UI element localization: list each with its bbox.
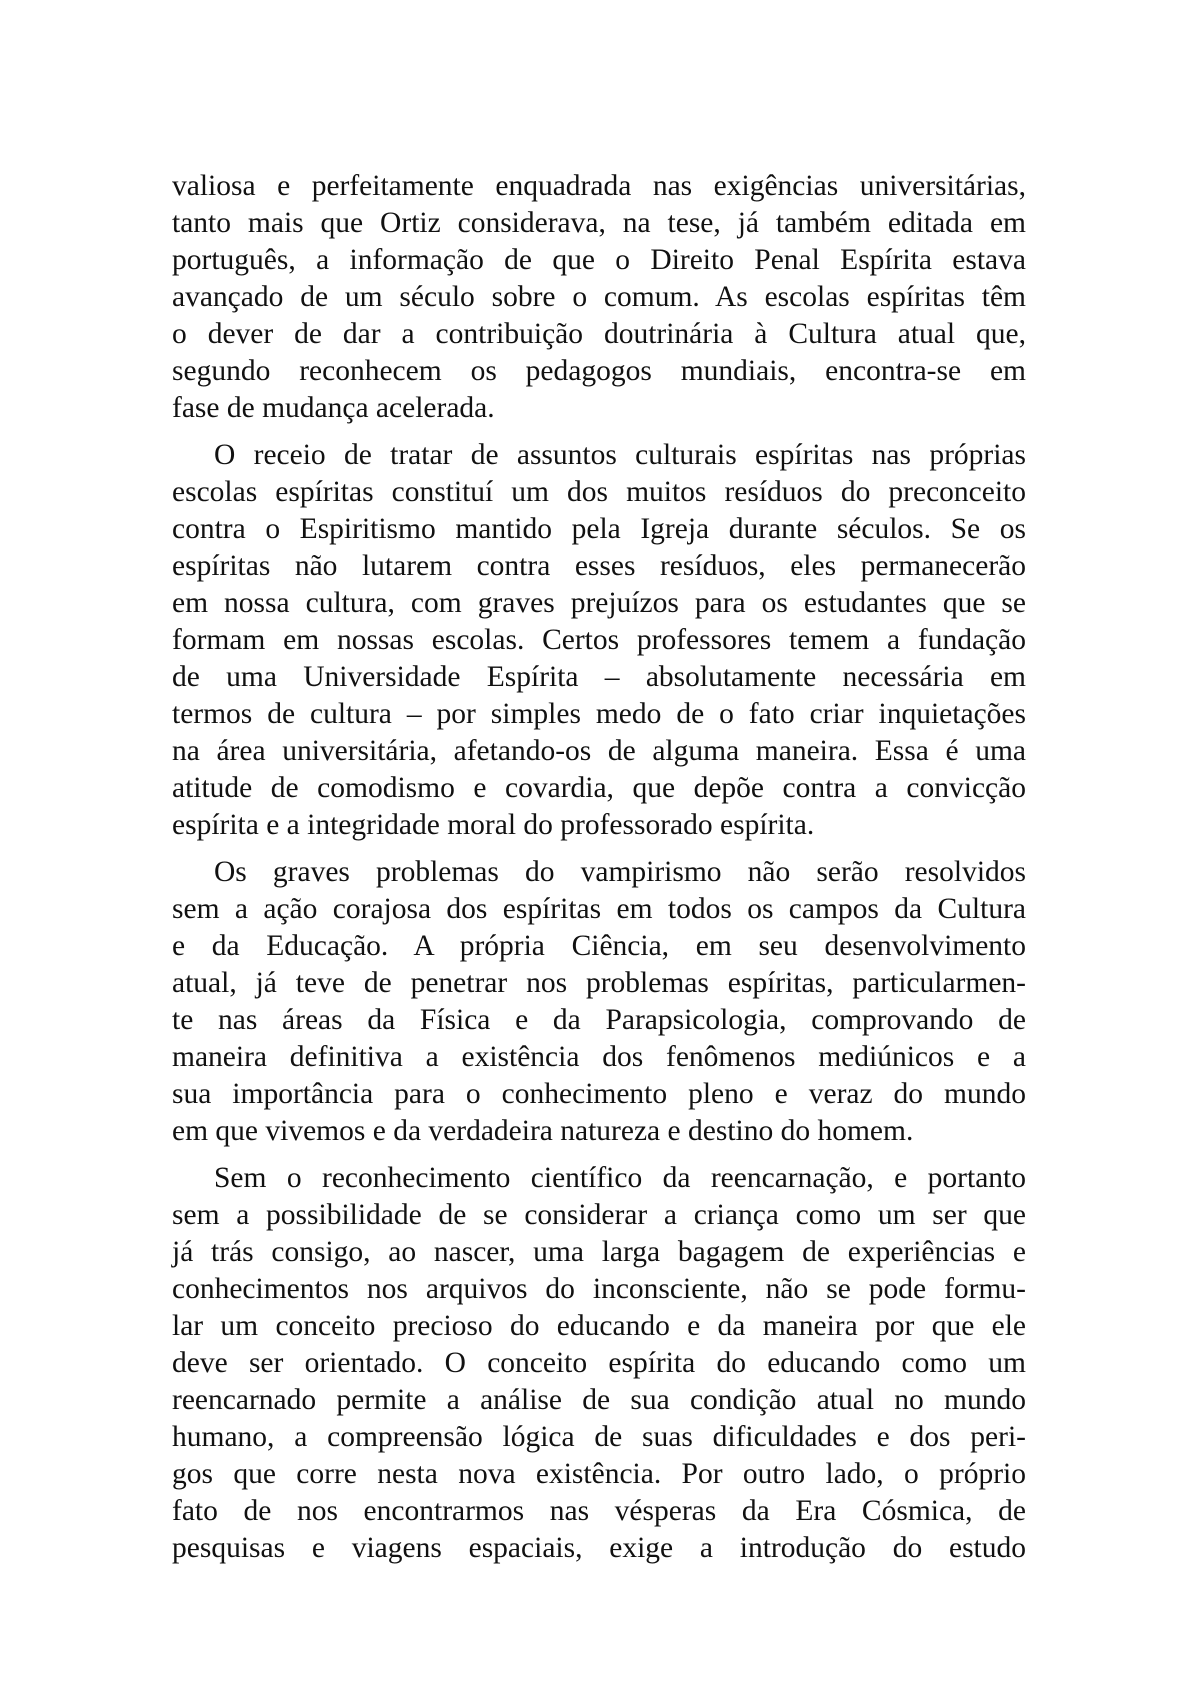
text-line: te nas áreas da Física e da Parapsicologia, comprovando de [172,1004,1026,1036]
text-line: gos que corre nesta nova existência. Por outro lado, o próprio [172,1458,1026,1490]
text-line: sem a ação corajosa dos espíritas em todos os campos da Cultura [172,893,1026,925]
text-line: na área universitária, afetando-os de alguma maneira. Essa é uma [172,735,1026,767]
text-line: formam em nossas escolas. Certos professores temem a fundação [172,624,1026,656]
text-line: espírita e a integridade moral do professorado espírita. [172,809,815,841]
text-line: contra o Espiritismo mantido pela Igreja durante séculos. Se os [172,513,1026,545]
text-line: pesquisas e viagens espaciais, exige a introdução do estudo [172,1532,1026,1564]
text-line: valiosa e perfeitamente enquadrada nas exigências universitárias, [172,170,1026,202]
text-line: escolas espíritas constituí um dos muitos resíduos do preconceito [172,476,1026,508]
text-line: Sem o reconhecimento científico da reencarnação, e portanto [214,1162,1026,1194]
text-line: em que vivemos e da verdadeira natureza e destino do homem. [172,1115,914,1147]
text-line: segundo reconhecem os pedagogos mundiais, encontra-se em [172,355,1026,387]
text-line: O receio de tratar de assuntos culturais espíritas nas próprias [214,439,1026,471]
text-line: Os graves problemas do vampirismo não serão resolvidos [214,856,1026,888]
text-line: já trás consigo, ao nascer, uma larga bagagem de experiências e [172,1236,1026,1268]
paragraph-2 [172,437,1026,844]
text-line: reencarnado permite a análise de sua condição atual no mundo [172,1384,1026,1416]
text-line: humano, a compreensão lógica de suas dificuldades e dos peri- [172,1421,1026,1453]
text-line: fase de mudança acelerada. [172,392,495,424]
text-line: sem a possibilidade de se considerar a criança como um ser que [172,1199,1026,1231]
paragraph-1 [172,168,1026,427]
text-line: atitude de comodismo e covardia, que depõe contra a convicção [172,772,1026,804]
text-line: maneira definitiva a existência dos fenômenos mediúnicos e a [172,1041,1026,1073]
paragraph-3 [172,854,1026,1150]
text-line: e da Educação. A própria Ciência, em seu desenvolvimento [172,930,1026,962]
text-line: deve ser orientado. O conceito espírita do educando como um [172,1347,1026,1379]
text-line: conhecimentos nos arquivos do inconsciente, não se pode formu- [172,1273,1026,1305]
text-line: em nossa cultura, com graves prejuízos para os estudantes que se [172,587,1026,619]
text-line: tanto mais que Ortiz considerava, na tese, já também editada em [172,207,1026,239]
text-line: lar um conceito precioso do educando e da maneira por que ele [172,1310,1026,1342]
text-line: avançado de um século sobre o comum. As escolas espíritas têm [172,281,1026,313]
text-line: termos de cultura – por simples medo de o fato criar inquietações [172,698,1026,730]
text-line: fato de nos encontrarmos nas vésperas da Era Cósmica, de [172,1495,1026,1527]
text-line: sua importância para o conhecimento pleno e veraz do mundo [172,1078,1026,1110]
text-line: o dever de dar a contribuição doutrinária à Cultura atual que, [172,318,1026,350]
text-line: espíritas não lutarem contra esses resíduos, eles permanecerão [172,550,1026,582]
paragraph-4 [172,1160,1026,1567]
text-line: atual, já teve de penetrar nos problemas espíritas, particularmen- [172,967,1026,999]
text-line: de uma Universidade Espírita – absolutamente necessária em [172,661,1026,693]
text-line: português, a informação de que o Direito Penal Espírita estava [172,244,1026,276]
page-body [172,168,1026,1577]
